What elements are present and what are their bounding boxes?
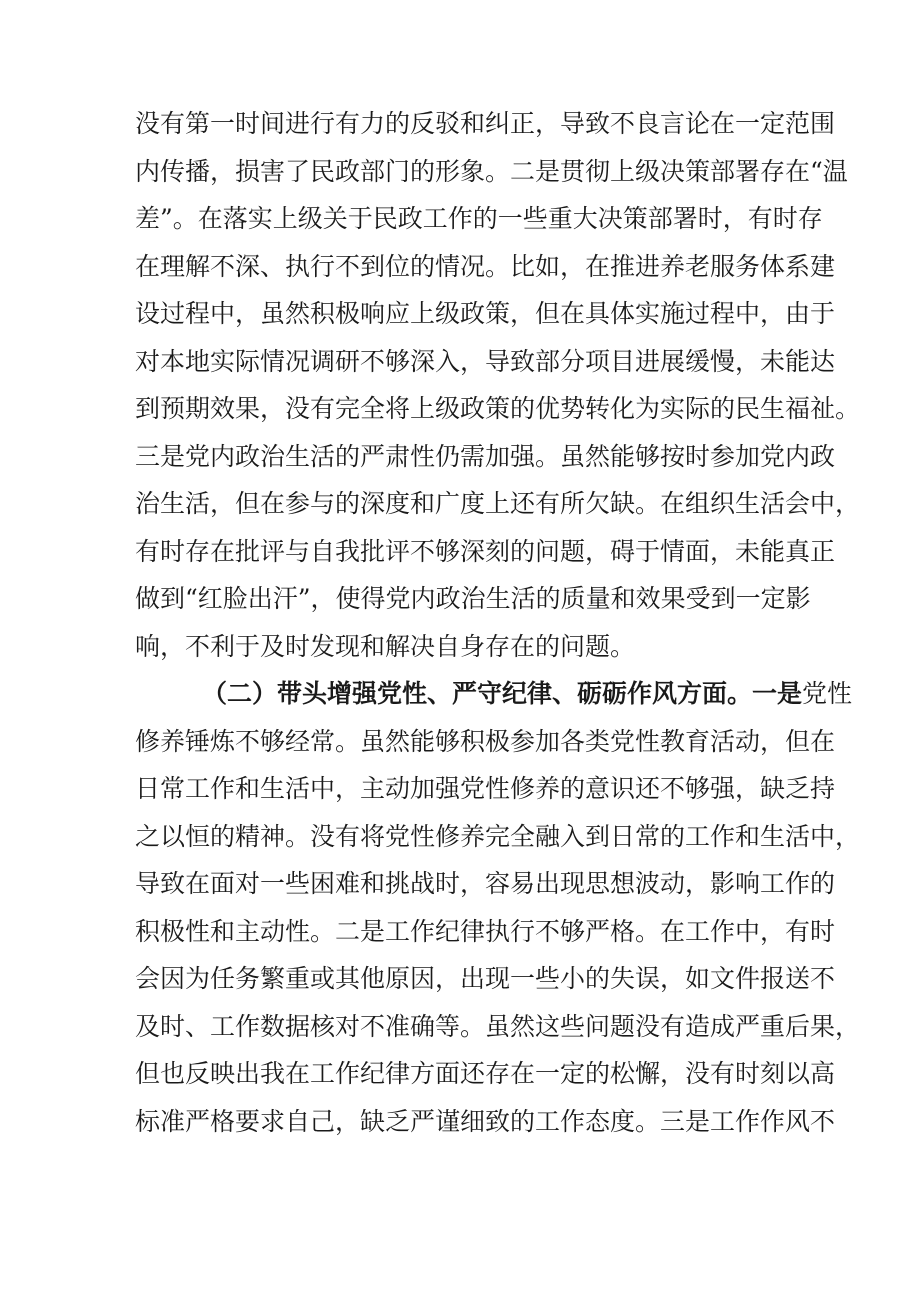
text-line: 做到“红脸出汗”，使得党内政治生活的质量和效果受到一定影 bbox=[135, 584, 811, 613]
section-heading-line bbox=[135, 670, 853, 718]
text-line: 差”。在落实上级关于民政工作的一些重大决策部署时，有时存 bbox=[135, 204, 823, 233]
paragraph-1 bbox=[135, 100, 861, 670]
text-line: 但也反映出我在工作纪律方面还存在一定的松懈，没有时刻以高 bbox=[135, 1059, 836, 1088]
paragraph-2 bbox=[135, 670, 861, 1145]
text-line: 治生活，但在参与的深度和广度上还有所欠缺。在组织生活会中， bbox=[135, 489, 861, 518]
text-line: 积极性和主动性。二是工作纪律执行不够严格。在工作中，有时 bbox=[135, 916, 836, 946]
text-line: 对本地实际情况调研不够深入，导致部分项目进展缓慢，未能达 bbox=[135, 346, 836, 376]
text-line: 响，不利于及时发现和解决自身存在的问题。 bbox=[135, 631, 636, 661]
text-line: 标准严格要求自己，缺乏严谨细致的工作态度。三是工作作风不 bbox=[135, 1106, 836, 1136]
text-line: 设过程中，虽然积极响应上级政策，但在具体实施过程中，由于 bbox=[135, 299, 836, 328]
section-heading: （二）带头增强党性、严守纪律、砺砺作风方面。一是 bbox=[202, 679, 803, 708]
text-line: 日常工作和生活中，主动加强党性修养的意识还不够强，缺乏持 bbox=[135, 774, 836, 803]
text-line: 在理解不深、执行不到位的情况。比如，在推进养老服务体系建 bbox=[135, 251, 836, 281]
text-line: 有时存在批评与自我批评不够深刻的问题，碍于情面，未能真正 bbox=[135, 536, 836, 566]
text-line: 三是党内政治生活的严肃性仍需加强。虽然能够按时参加党内政 bbox=[135, 441, 836, 471]
text-line: 及时、工作数据核对不准确等。虽然这些问题没有造成严重后果， bbox=[135, 1011, 861, 1041]
text-line: 导致在面对一些困难和挑战时，容易出现思想波动，影响工作的 bbox=[135, 869, 836, 898]
text-line: 没有第一时间进行有力的反驳和纠正，导致不良言论在一定范围 bbox=[135, 109, 836, 138]
text-line: 内传播，损害了民政部门的形象。二是贯彻上级决策部署存在“温 bbox=[135, 156, 848, 186]
text-line: 到预期效果，没有完全将上级政策的优势转化为实际的民生福祉。 bbox=[135, 394, 861, 423]
text-line: 之以恒的精神。没有将党性修养完全融入到日常的工作和生活中， bbox=[135, 821, 861, 851]
heading-continuation: 党性 bbox=[802, 679, 853, 708]
text-line: 会因为任务繁重或其他原因，出现一些小的失误，如文件报送不 bbox=[135, 964, 836, 993]
text-line: 修养锤炼不够经常。虽然能够积极参加各类党性教育活动，但在 bbox=[135, 726, 836, 756]
document-body bbox=[135, 100, 861, 1145]
